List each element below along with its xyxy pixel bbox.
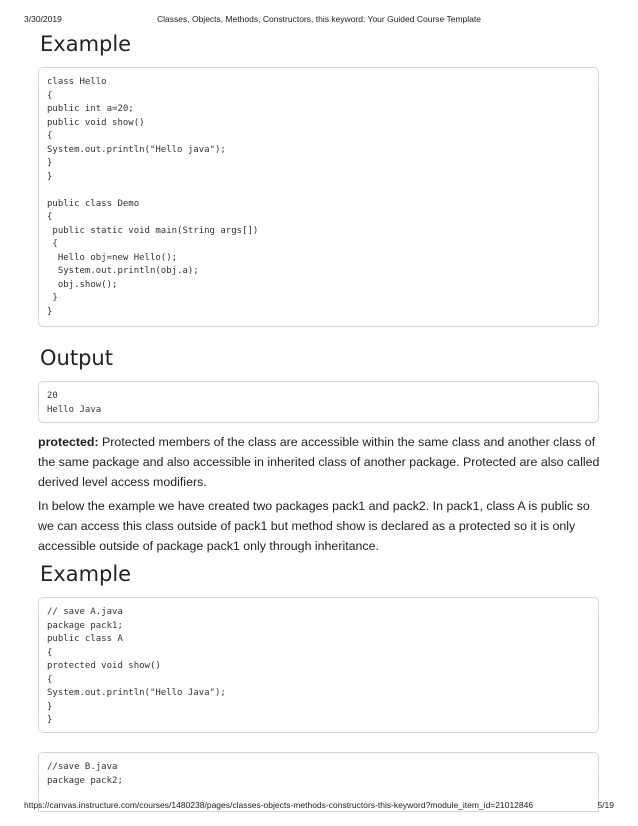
code-line: class Hello bbox=[47, 77, 107, 87]
protected-paragraph bbox=[38, 432, 606, 492]
protected-description: Protected members of the class are accessible within the same class and another class of the same package and also accessible in inherited class of another package. Protected are also called derived level access modifiers. bbox=[38, 435, 600, 489]
print-url: https://canvas.instructure.com/courses/1480238/pages/classes-objects-methods-constructors-this-keyword?module_item_id=21012846 bbox=[24, 800, 534, 810]
code-line: { bbox=[47, 131, 53, 141]
code-line: { bbox=[47, 212, 53, 222]
code-line: package pack2; bbox=[47, 775, 123, 786]
code-line: 20 bbox=[47, 391, 58, 401]
code-line: //save B.java bbox=[47, 762, 118, 772]
code-line: } bbox=[47, 306, 53, 317]
code-line: System.out.println("Hello java"); bbox=[47, 144, 226, 155]
code-line: public class Demo bbox=[47, 198, 140, 209]
code-block-hello-demo bbox=[38, 67, 599, 327]
code-line: public static void main(String args[]) bbox=[47, 225, 259, 236]
code-line: } bbox=[47, 715, 53, 725]
code-line: { bbox=[47, 647, 53, 658]
code-line: public int a=20; bbox=[47, 104, 134, 114]
code-block-output bbox=[38, 381, 599, 423]
code-line: { bbox=[47, 239, 58, 249]
code-line: protected void show() bbox=[47, 661, 161, 671]
code-line: } bbox=[47, 171, 53, 182]
code-line: package pack1; bbox=[47, 620, 123, 631]
output-heading: Output bbox=[40, 346, 113, 370]
print-footer bbox=[24, 800, 614, 812]
code-line: } bbox=[47, 701, 53, 712]
print-date: 3/30/2019 bbox=[24, 14, 62, 24]
example-heading-1: Example bbox=[40, 32, 132, 56]
code-line: obj.show(); bbox=[47, 279, 118, 290]
example-heading-2: Example bbox=[40, 562, 132, 586]
code-line: System.out.println("Hello Java"); bbox=[47, 688, 226, 698]
code-line: public void show() bbox=[47, 117, 145, 128]
protected-term: protected: bbox=[38, 435, 99, 449]
code-block-a-java bbox=[38, 597, 599, 733]
code-line: public class A bbox=[47, 634, 123, 644]
code-line: // save A.java bbox=[47, 607, 123, 617]
print-page-title: Classes, Objects, Methods, Constructors, this keyword: Your Guided Course Template bbox=[157, 14, 481, 24]
code-line: System.out.println(obj.a); bbox=[47, 266, 199, 276]
print-header bbox=[24, 14, 614, 26]
packages-paragraph: In below the example we have created two packages pack1 and pack2. In pack1, class A is public so we can access this class outside of pack1 but method show is declared as a protected so it is only accessible outside of package pack1 only through inheritance. bbox=[38, 499, 590, 553]
code-line: } bbox=[47, 293, 58, 303]
code-line: } bbox=[47, 158, 53, 168]
code-line: Hello obj=new Hello(); bbox=[47, 252, 178, 263]
code-line: { bbox=[47, 90, 53, 101]
code-line: Hello Java bbox=[47, 404, 102, 415]
code-line: { bbox=[47, 674, 53, 685]
page-number: 5/19 bbox=[597, 800, 614, 810]
code-line bbox=[47, 184, 590, 198]
